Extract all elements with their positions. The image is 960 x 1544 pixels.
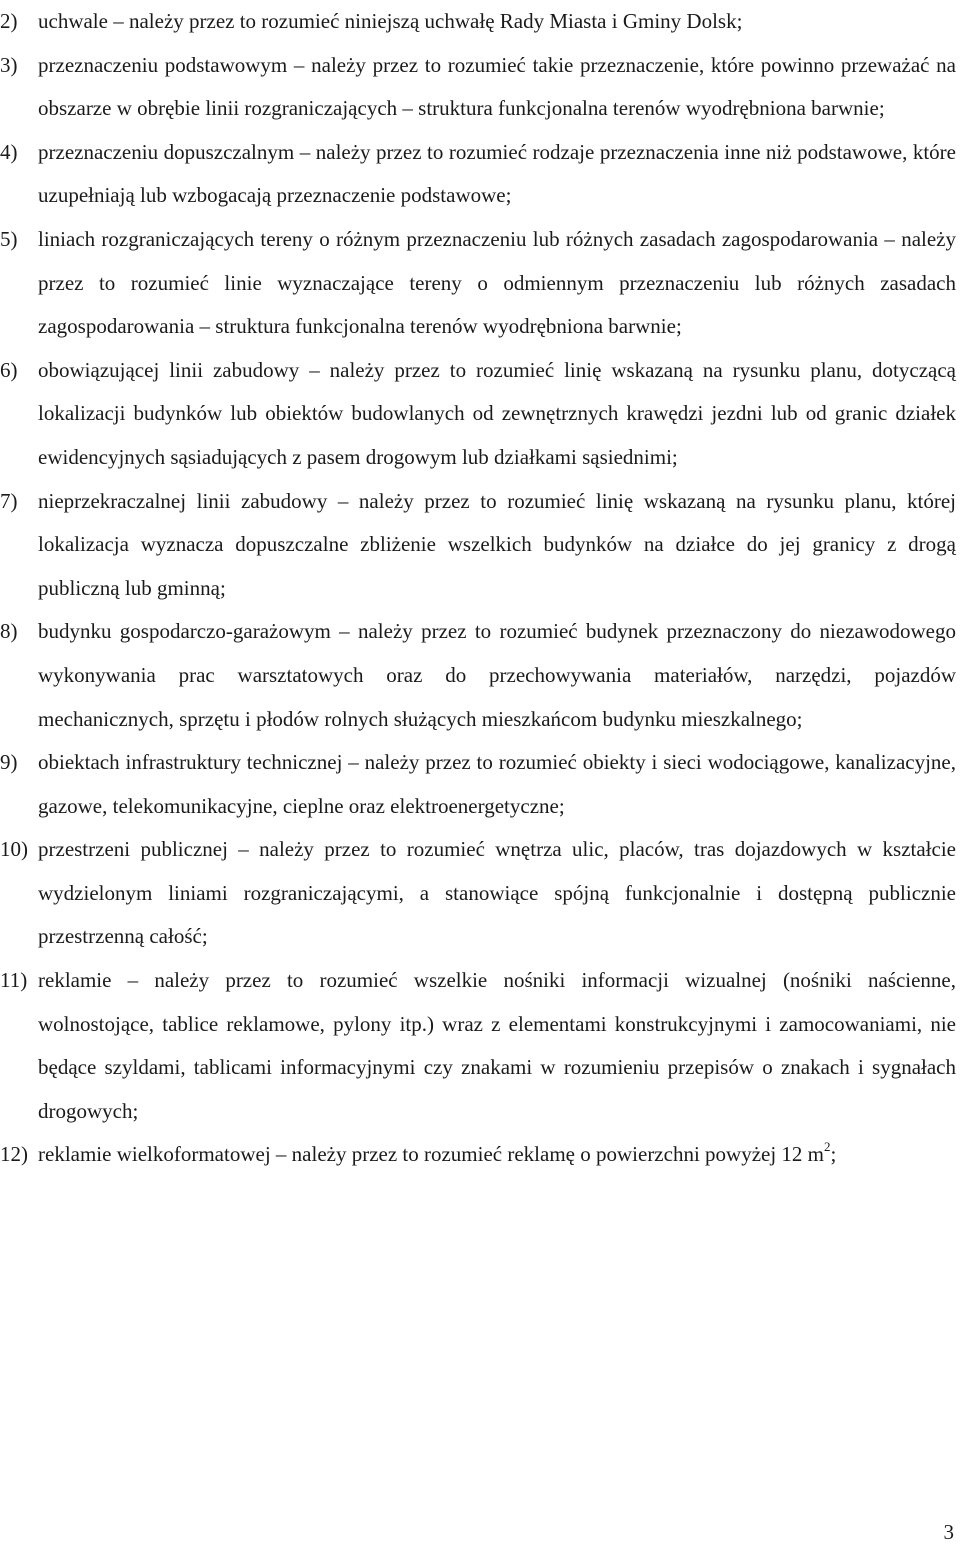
list-item	[0, 610, 956, 741]
list-item-text-container	[38, 1133, 956, 1177]
list-item-number: 5)	[0, 226, 18, 251]
list-item-number: 8)	[0, 619, 18, 644]
list-item-text-tail: ;	[830, 1142, 837, 1167]
list-item	[0, 0, 956, 44]
list-item	[0, 480, 956, 611]
list-item-text: obowiązującej linii zabudowy – należy przez to rozumieć linię wskazaną na rysunku planu, dotyczącą lokalizacji budynków lub obiektów budowlanych od zewnętrznych krawędzi jezdni lub od granic działek ewidencyjnych sąsiadujących z pasem drogowym lub działkami sąsiednimi;	[38, 357, 956, 469]
list-item-number: 4)	[0, 139, 18, 164]
superscript-exponent: 2	[824, 1139, 831, 1155]
list-item-text: przeznaczeniu dopuszczalnym – należy przez to rozumieć rodzaje przeznaczenia inne niż podstawowe, które uzupełniają lub wzbogacają przeznaczenie podstawowe;	[38, 139, 956, 208]
list-item	[0, 44, 956, 131]
list-item-text: reklamie wielkoformatowej – należy przez to rozumieć reklamę o powierzchni powyżej 12 m	[38, 1142, 825, 1167]
page-number: 3	[943, 1520, 954, 1544]
list-item-text: budynku gospodarczo-garażowym – należy przez to rozumieć budynek przeznaczony do niezawodowego wykonywania prac warsztatowych oraz do przechowywania materiałów, narzędzi, pojazdów mechanicznych, sprzętu i płodów rolnych służących mieszkańcom budynku mieszkalnego;	[38, 619, 956, 731]
list-item-number: 12)	[0, 1142, 28, 1167]
list-item-number: 9)	[0, 750, 18, 775]
list-item-text: przeznaczeniu podstawowym – należy przez to rozumieć takie przeznaczenie, które powinno przeważać na obszarze w obrębie linii rozgraniczających – struktura funkcjonalna terenów wyodrębniona barwnie;	[38, 52, 956, 121]
list-item-number: 3)	[0, 52, 18, 77]
list-item-text: reklamie – należy przez to rozumieć wszelkie nośniki informacji wizualnej (nośniki naścienne, wolnostojące, tablice reklamowe, pylony itp.) wraz z elementami konstrukcyjnymi i zamocowaniami, nie będące szyldami, tablicami informacyjnymi czy znakami w rozumieniu przepisów o znakach i sygnałach drogowych;	[38, 968, 956, 1123]
list-item	[0, 959, 956, 1133]
list-item-number: 2)	[0, 9, 18, 33]
list-item-number: 6)	[0, 357, 18, 382]
list-item-number: 10)	[0, 837, 28, 862]
list-item-text: liniach rozgraniczających tereny o różnym przeznaczeniu lub różnych zasadach zagospodarowania – należy przez to rozumieć linie wyznaczające tereny o odmiennym przeznaczeniu lub różnych zasadach zagospodarowania – struktura funkcjonalna terenów wyodrębniona barwnie;	[38, 226, 956, 339]
list-item-text: przestrzeni publicznej – należy przez to rozumieć wnętrza ulic, placów, tras dojazdowych w kształcie wydzielonym liniami rozgraniczającymi, a stanowiące spójną funkcjonalnie i dostępną publicznie przestrzenną całość;	[38, 837, 956, 949]
list-item-text: uchwale – należy przez to rozumieć niniejszą uchwałę Rady Miasta i Gminy Dolsk;	[38, 9, 743, 33]
list-item	[0, 218, 956, 349]
list-item-number: 11)	[0, 968, 28, 993]
list-item	[0, 349, 956, 480]
list-item-text: nieprzekraczalnej linii zabudowy – należy przez to rozumieć linię wskazaną na rysunku planu, której lokalizacja wyznacza dopuszczalne zbliżenie wszelkich budynków na działce do jej granicy z drogą publiczną lub gminną;	[38, 488, 956, 600]
list-item	[0, 131, 956, 218]
list-item	[0, 1133, 956, 1177]
list-item-text: obiektach infrastruktury technicznej – należy przez to rozumieć obiekty i sieci wodociągowe, kanalizacyjne, gazowe, telekomunikacyjne, cieplne oraz elektroenergetyczne;	[38, 750, 956, 818]
list-item-number: 7)	[0, 488, 18, 513]
list-item	[0, 741, 956, 828]
list-item	[0, 828, 956, 959]
